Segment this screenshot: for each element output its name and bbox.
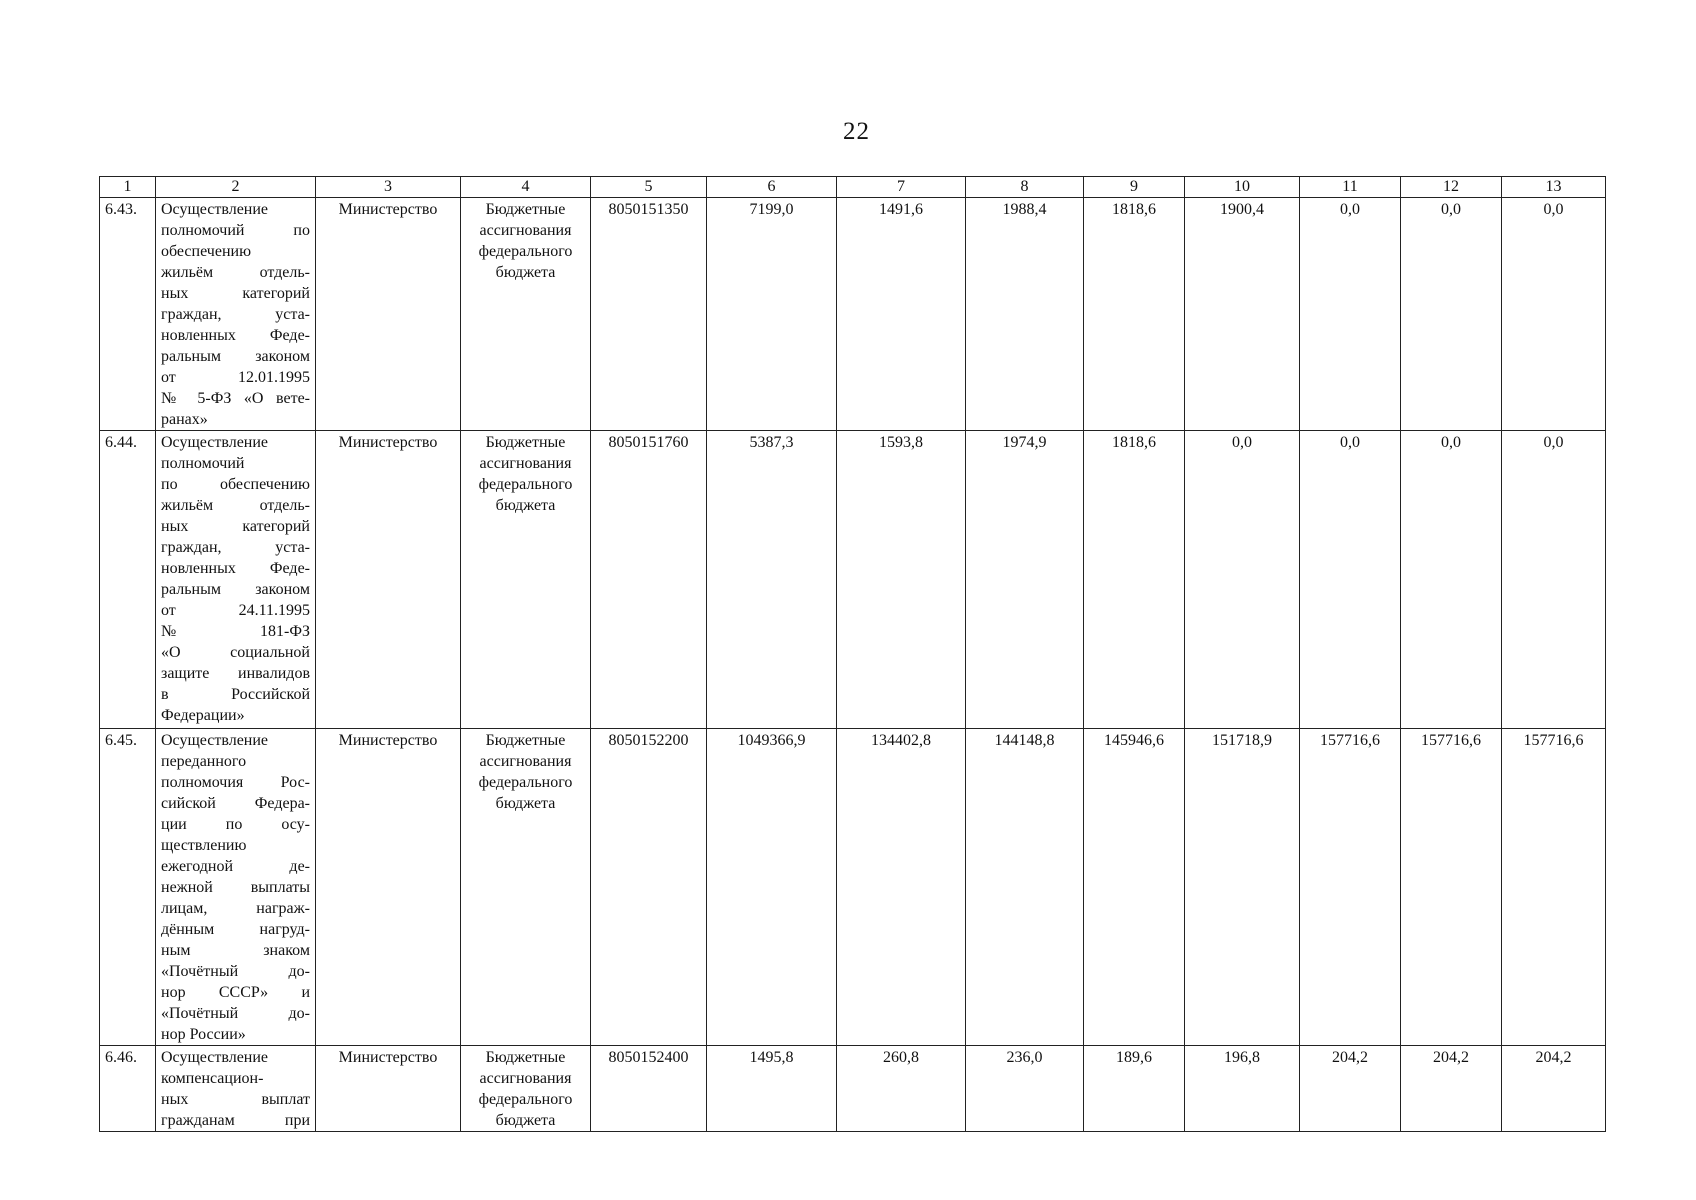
column-number: 7 [837, 177, 966, 198]
value-cell: 0,0 [1401, 198, 1502, 431]
page-number: 22 [843, 118, 870, 145]
name-line: в Российской [161, 686, 310, 703]
value-cell: 1818,6 [1084, 198, 1185, 431]
name-line: ранах» [161, 411, 208, 428]
column-number: 8 [966, 177, 1084, 198]
name-line: сийской Федера- [161, 795, 310, 812]
name-line: обеспечению [161, 243, 252, 260]
name-line: ежегодной де- [161, 858, 310, 875]
name-line: граждан, уста- [161, 306, 310, 323]
budget-code-cell: 8050152400 [591, 1046, 707, 1132]
name-line: жильём отдель- [161, 497, 310, 514]
name-line: жильём отдель- [161, 264, 310, 281]
table-row [100, 431, 1606, 729]
budget-code-cell: 8050151760 [591, 431, 707, 729]
name-line: № 5-ФЗ «О вете- [161, 390, 310, 407]
name-line: дённым нагруд- [161, 921, 310, 938]
name-line: ральным законом [161, 348, 310, 365]
name-line: ции по осу- [161, 816, 310, 833]
table-row [100, 1046, 1606, 1132]
value-cell: 0,0 [1185, 431, 1300, 729]
ministry-cell: Министерство [316, 729, 461, 1046]
value-cell: 0,0 [1300, 431, 1401, 729]
name-line: новленных Феде- [161, 327, 310, 344]
row-number: 6.45. [100, 729, 156, 1046]
value-cell: 1049366,9 [707, 729, 837, 1046]
row-number: 6.46. [100, 1046, 156, 1132]
value-cell: 151718,9 [1185, 729, 1300, 1046]
measure-name [156, 198, 316, 431]
name-line: ществлению [161, 837, 247, 854]
ministry-cell: Министерство [316, 1046, 461, 1132]
value-cell: 1900,4 [1185, 198, 1300, 431]
row-number: 6.44. [100, 431, 156, 729]
name-line: от 24.11.1995 [161, 602, 310, 619]
value-cell: 1818,6 [1084, 431, 1185, 729]
value-cell: 204,2 [1401, 1046, 1502, 1132]
name-line: «О социальной [161, 644, 310, 661]
value-cell: 0,0 [1401, 431, 1502, 729]
value-cell: 1491,6 [837, 198, 966, 431]
measure-name [156, 431, 316, 729]
budget-table [99, 176, 1606, 1132]
name-line: ных категорий [161, 285, 310, 302]
funding-source-cell: Бюджетные ассигнования федерального бюджета [461, 198, 591, 431]
name-line: ных категорий [161, 518, 310, 535]
name-line: ных выплат [161, 1091, 310, 1108]
value-cell: 1974,9 [966, 431, 1084, 729]
value-cell: 204,2 [1300, 1046, 1401, 1132]
column-number: 10 [1185, 177, 1300, 198]
ministry-cell: Министерство [316, 198, 461, 431]
table-row [100, 198, 1606, 431]
measure-name [156, 729, 316, 1046]
value-cell: 0,0 [1300, 198, 1401, 431]
value-cell: 0,0 [1502, 431, 1606, 729]
value-cell: 236,0 [966, 1046, 1084, 1132]
funding-source-cell: Бюджетные ассигнования федерального бюджета [461, 431, 591, 729]
name-line: нор России» [161, 1026, 246, 1043]
value-cell: 157716,6 [1300, 729, 1401, 1046]
funding-source-cell: Бюджетные ассигнования федерального бюджета [461, 729, 591, 1046]
name-line: «Почётный до- [161, 1005, 310, 1022]
value-cell: 204,2 [1502, 1046, 1606, 1132]
name-line: по обеспечению [161, 476, 310, 493]
name-line: ным знаком [161, 942, 310, 959]
value-cell: 7199,0 [707, 198, 837, 431]
name-line: компенсацион- [161, 1070, 264, 1087]
column-number: 3 [316, 177, 461, 198]
value-cell: 157716,6 [1502, 729, 1606, 1046]
column-number: 12 [1401, 177, 1502, 198]
value-cell: 0,0 [1502, 198, 1606, 431]
name-line: Осуществление [161, 732, 269, 749]
name-line: Осуществление [161, 201, 269, 218]
value-cell: 189,6 [1084, 1046, 1185, 1132]
value-cell: 157716,6 [1401, 729, 1502, 1046]
column-number: 13 [1502, 177, 1606, 198]
value-cell: 5387,3 [707, 431, 837, 729]
name-line: лицам, награж- [161, 900, 310, 917]
name-line: нежной выплаты [161, 879, 310, 896]
column-number-row [100, 177, 1606, 198]
column-number: 1 [100, 177, 156, 198]
value-cell: 1593,8 [837, 431, 966, 729]
name-line: от 12.01.1995 [161, 369, 310, 386]
value-cell: 1495,8 [707, 1046, 837, 1132]
name-line: нор СССР» и [161, 984, 310, 1001]
value-cell: 134402,8 [837, 729, 966, 1046]
name-line: гражданам при [161, 1112, 310, 1129]
column-number: 6 [707, 177, 837, 198]
column-number: 5 [591, 177, 707, 198]
row-number: 6.43. [100, 198, 156, 431]
name-line: полномочия Рос- [161, 774, 310, 791]
value-cell: 196,8 [1185, 1046, 1300, 1132]
name-line: новленных Феде- [161, 560, 310, 577]
name-line: полномочий [161, 455, 245, 472]
budget-code-cell: 8050152200 [591, 729, 707, 1046]
value-cell: 145946,6 [1084, 729, 1185, 1046]
name-line: «Почётный до- [161, 963, 310, 980]
value-cell: 144148,8 [966, 729, 1084, 1046]
name-line: № 181-ФЗ [161, 623, 310, 640]
name-line: защите инвалидов [161, 665, 310, 682]
name-line: Осуществление [161, 434, 269, 451]
column-number: 11 [1300, 177, 1401, 198]
name-line: Федерации» [161, 707, 245, 724]
value-cell: 260,8 [837, 1046, 966, 1132]
name-line: Осуществление [161, 1049, 269, 1066]
name-line: полномочий по [161, 222, 310, 239]
budget-code-cell: 8050151350 [591, 198, 707, 431]
name-line: ральным законом [161, 581, 310, 598]
name-line: граждан, уста- [161, 539, 310, 556]
column-number: 4 [461, 177, 591, 198]
funding-source-cell: Бюджетные ассигнования федерального бюджета [461, 1046, 591, 1132]
ministry-cell: Министерство [316, 431, 461, 729]
value-cell: 1988,4 [966, 198, 1084, 431]
column-number: 2 [156, 177, 316, 198]
column-number: 9 [1084, 177, 1185, 198]
measure-name [156, 1046, 316, 1132]
name-line: переданного [161, 753, 247, 770]
table-row [100, 729, 1606, 1046]
